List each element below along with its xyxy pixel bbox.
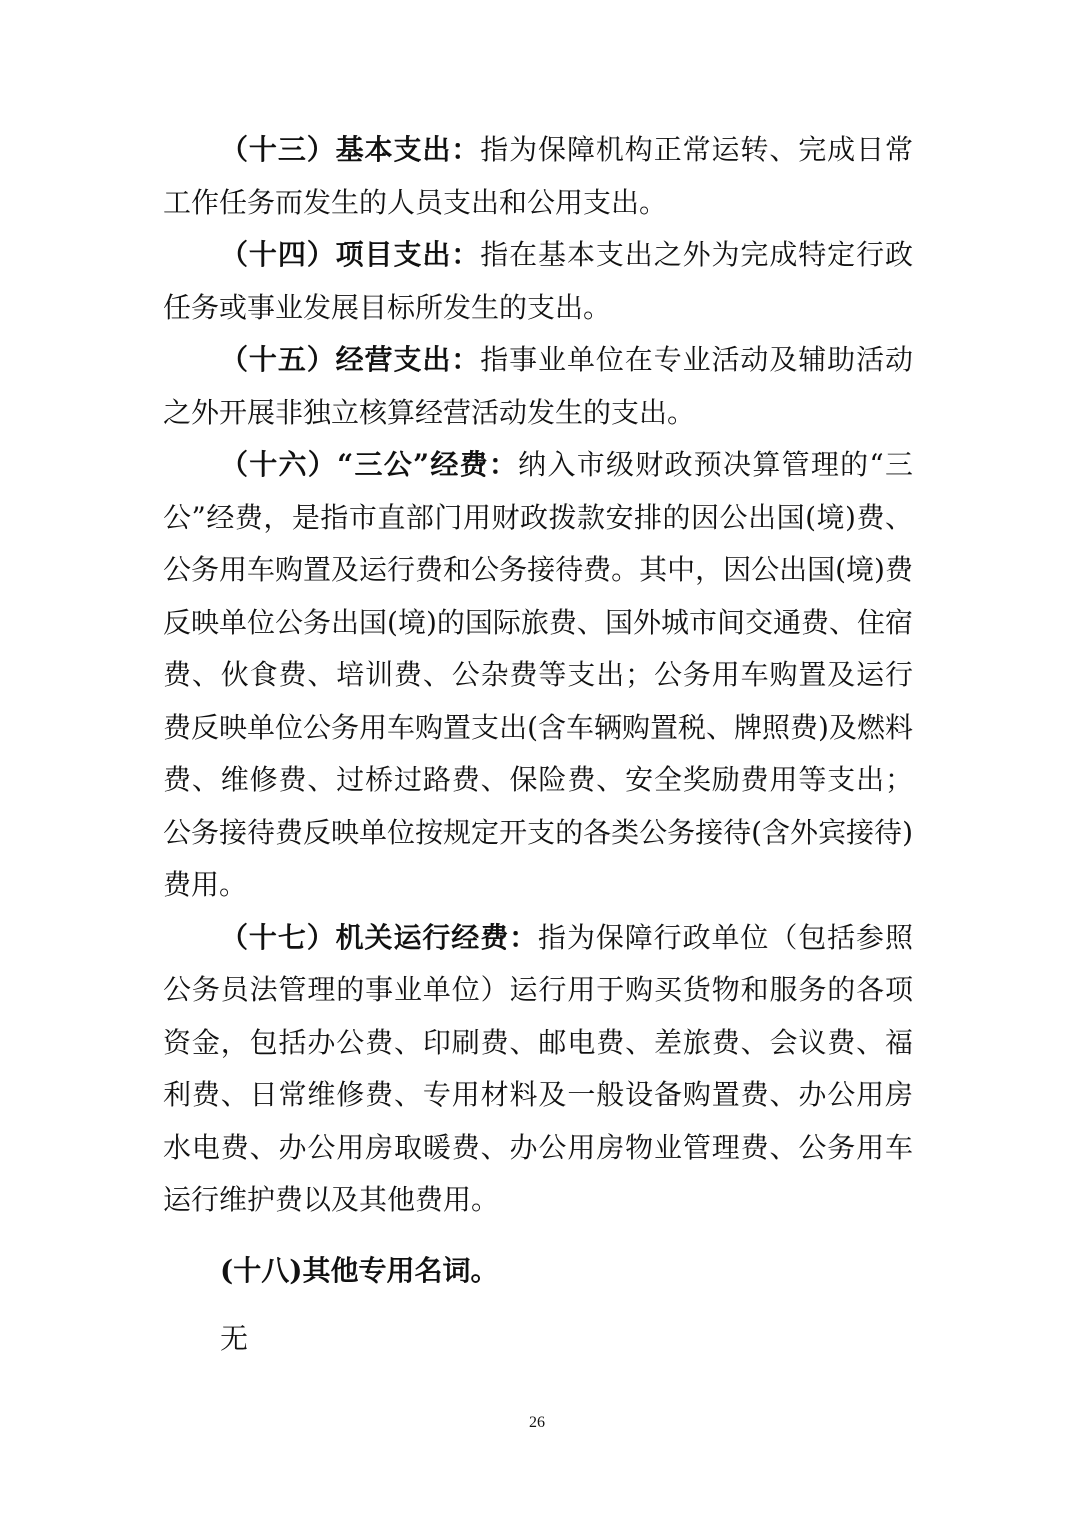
paragraph-agency-operating-funds: [163, 912, 913, 1227]
definition-three-public-funds: 纳入市级财政预决算管理的“三公”经费，是指市直部门用财政拨款安排的因公出国(境)费、公务用车购置及运行费和公务接待费。其中，因公出国(境)费反映单位公务出国(境)的国际旅费、国外城市间交通费、住宿费、伙食费、培训费、公杂费等支出；公务用车购置及运行费反映单位公务用车购置支出(含车辆购置税、牌照费)及燃料费、维修费、过桥过路费、保险费、安全奖励费用等支出；公务接待费反映单位按规定开支的各类公务接待(含外宾接待)费用。: [163, 448, 913, 901]
paragraph-basic-expenditure: [163, 124, 913, 229]
page-number: 26: [529, 1414, 545, 1431]
paragraph-three-public-funds: [163, 439, 913, 912]
paragraph-operating-expenditure: [163, 334, 913, 439]
term-agency-operating-funds: （十七）机关运行经费：: [220, 920, 539, 954]
definition-basic-expenditure: 指为保障机构正常运转、完成日常工作任务而发生的人员支出和公用支出。: [163, 133, 913, 219]
term-project-expenditure: （十四）项目支出：: [220, 238, 481, 271]
definition-agency-operating-funds: 指为保障行政单位（包括参照公务员法管理的事业单位）运行用于购买货物和服务的各项资金，包括办公费、印刷费、邮电费、差旅费、会议费、福利费、日常维修费、专用材料及一般设备购置费、办公用房水电费、办公用房取暖费、办公用房物业管理费、公务用车运行维护费以及其他费用。: [163, 920, 913, 1216]
paragraph-project-expenditure: [163, 229, 913, 334]
definition-operating-expenditure: 指事业单位在专业活动及辅助活动之外开展非独立核算经营活动发生的支出。: [163, 343, 913, 429]
section-heading-other-terms: (十八)其他专用名词。: [220, 1253, 499, 1287]
term-operating-expenditure: （十五）经营支出：: [220, 343, 481, 376]
term-basic-expenditure: （十三）基本支出：: [220, 133, 481, 166]
page-content: [163, 124, 913, 1366]
definition-project-expenditure: 指在基本支出之外为完成特定行政任务或事业发展目标所发生的支出。: [163, 238, 913, 324]
none-text: 无: [220, 1322, 249, 1355]
term-three-public-funds: （十六）“三公”经费：: [220, 448, 519, 481]
